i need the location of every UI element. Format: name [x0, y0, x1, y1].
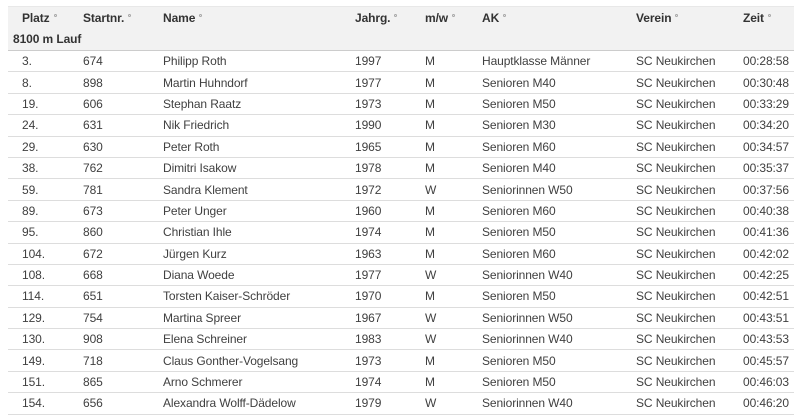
cell-zeit: 00:42:51	[734, 286, 794, 307]
cell-verein: SC Neukirchen	[632, 72, 734, 93]
cell-mw: M	[420, 243, 478, 264]
cell-mw: M	[420, 51, 478, 72]
cell-mw: M	[420, 350, 478, 371]
cell-mw: M	[420, 157, 478, 178]
cell-name: Martin Huhndorf	[160, 72, 352, 93]
table-row	[8, 115, 794, 136]
table-row	[8, 286, 794, 307]
table-row	[8, 200, 794, 221]
cell-jahrg: 1960	[352, 200, 420, 221]
cell-zeit: 00:34:20	[734, 115, 794, 136]
sort-icon	[128, 14, 131, 17]
table-row	[8, 264, 794, 285]
cell-name: Diana Woede	[160, 264, 352, 285]
cell-verein: SC Neukirchen	[632, 243, 734, 264]
cell-zeit: 00:41:36	[734, 222, 794, 243]
cell-mw: W	[420, 307, 478, 328]
cell-mw: M	[420, 200, 478, 221]
cell-name: Sandra Klement	[160, 179, 352, 200]
sort-icon	[675, 14, 678, 17]
cell-platz: 59.	[8, 179, 78, 200]
cell-platz: 129.	[8, 307, 78, 328]
cell-jahrg: 1978	[352, 157, 420, 178]
sort-icon	[394, 14, 397, 17]
column-header-label: Startnr.	[83, 10, 125, 25]
cell-ak: Hauptklasse Männer	[478, 51, 632, 72]
cell-verein: SC Neukirchen	[632, 371, 734, 392]
cell-name: Jürgen Kurz	[160, 243, 352, 264]
cell-platz: 95.	[8, 222, 78, 243]
sort-icon	[503, 14, 506, 17]
column-header-label: Jahrg.	[355, 10, 391, 25]
cell-mw: M	[420, 136, 478, 157]
column-header-row	[8, 7, 794, 29]
column-header-name[interactable]	[160, 7, 352, 29]
cell-name: Dimitri Isakow	[160, 157, 352, 178]
cell-jahrg: 1974	[352, 371, 420, 392]
column-header-mw[interactable]	[420, 7, 478, 29]
cell-platz: 104.	[8, 243, 78, 264]
cell-ak: Senioren M60	[478, 136, 632, 157]
cell-platz: 89.	[8, 200, 78, 221]
table-row	[8, 136, 794, 157]
cell-verein: SC Neukirchen	[632, 51, 734, 72]
cell-zeit: 00:43:53	[734, 329, 794, 350]
table-row	[8, 329, 794, 350]
cell-mw: W	[420, 329, 478, 350]
cell-jahrg: 1997	[352, 51, 420, 72]
cell-ak: Senioren M50	[478, 93, 632, 114]
cell-mw: M	[420, 222, 478, 243]
cell-ak: Seniorinnen W40	[478, 393, 632, 414]
column-header-label: AK	[482, 10, 500, 25]
cell-startnr: 606	[78, 93, 160, 114]
section-header-row	[8, 29, 794, 51]
cell-platz: 154.	[8, 393, 78, 414]
cell-verein: SC Neukirchen	[632, 222, 734, 243]
table-row	[8, 179, 794, 200]
cell-zeit: 00:42:02	[734, 243, 794, 264]
table-row	[8, 393, 794, 414]
cell-jahrg: 1970	[352, 286, 420, 307]
cell-mw: M	[420, 72, 478, 93]
cell-ak: Senioren M60	[478, 243, 632, 264]
cell-startnr: 668	[78, 264, 160, 285]
cell-startnr: 754	[78, 307, 160, 328]
section-header-label: 8100 m Lauf	[8, 29, 794, 51]
cell-startnr: 860	[78, 222, 160, 243]
cell-verein: SC Neukirchen	[632, 136, 734, 157]
cell-jahrg: 1973	[352, 93, 420, 114]
cell-zeit: 00:35:37	[734, 157, 794, 178]
sort-icon	[199, 14, 202, 17]
cell-jahrg: 1967	[352, 307, 420, 328]
cell-zeit: 00:28:58	[734, 51, 794, 72]
cell-mw: W	[420, 179, 478, 200]
cell-ak: Senioren M40	[478, 72, 632, 93]
cell-zeit: 00:42:25	[734, 264, 794, 285]
cell-ak: Senioren M50	[478, 350, 632, 371]
cell-platz: 24.	[8, 115, 78, 136]
cell-startnr: 651	[78, 286, 160, 307]
cell-verein: SC Neukirchen	[632, 264, 734, 285]
cell-name: Torsten Kaiser-Schröder	[160, 286, 352, 307]
cell-platz: 38.	[8, 157, 78, 178]
cell-zeit: 00:30:48	[734, 72, 794, 93]
cell-ak: Seniorinnen W50	[478, 307, 632, 328]
cell-verein: SC Neukirchen	[632, 179, 734, 200]
cell-verein: SC Neukirchen	[632, 93, 734, 114]
cell-ak: Seniorinnen W40	[478, 264, 632, 285]
table-row	[8, 350, 794, 371]
cell-jahrg: 1973	[352, 350, 420, 371]
cell-verein: SC Neukirchen	[632, 286, 734, 307]
cell-zeit: 00:33:29	[734, 93, 794, 114]
cell-startnr: 674	[78, 51, 160, 72]
table-row	[8, 243, 794, 264]
cell-startnr: 762	[78, 157, 160, 178]
cell-jahrg: 1983	[352, 329, 420, 350]
table-row	[8, 307, 794, 328]
cell-jahrg: 1974	[352, 222, 420, 243]
cell-startnr: 630	[78, 136, 160, 157]
cell-jahrg: 1977	[352, 264, 420, 285]
table-row	[8, 157, 794, 178]
cell-verein: SC Neukirchen	[632, 350, 734, 371]
cell-jahrg: 1990	[352, 115, 420, 136]
cell-name: Nik Friedrich	[160, 115, 352, 136]
cell-name: Arno Schmerer	[160, 371, 352, 392]
cell-verein: SC Neukirchen	[632, 157, 734, 178]
column-header-zeit[interactable]	[734, 7, 794, 29]
cell-zeit: 00:46:20	[734, 393, 794, 414]
cell-platz: 130.	[8, 329, 78, 350]
cell-ak: Senioren M50	[478, 222, 632, 243]
cell-ak: Senioren M30	[478, 115, 632, 136]
results-body	[8, 29, 794, 415]
cell-zeit: 00:45:57	[734, 350, 794, 371]
table-row	[8, 51, 794, 72]
cell-name: Peter Unger	[160, 200, 352, 221]
sort-icon	[768, 14, 771, 17]
cell-platz: 8.	[8, 72, 78, 93]
cell-jahrg: 1977	[352, 72, 420, 93]
cell-mw: W	[420, 393, 478, 414]
cell-name: Claus Gonther-Vogelsang	[160, 350, 352, 371]
table-row	[8, 222, 794, 243]
column-header-label: Zeit	[743, 10, 764, 25]
sort-icon	[54, 14, 57, 17]
cell-zeit: 00:37:56	[734, 179, 794, 200]
cell-ak: Senioren M60	[478, 200, 632, 221]
column-header-jahrg[interactable]	[352, 7, 420, 29]
cell-verein: SC Neukirchen	[632, 115, 734, 136]
cell-mw: W	[420, 264, 478, 285]
cell-ak: Senioren M50	[478, 371, 632, 392]
cell-startnr: 898	[78, 72, 160, 93]
cell-verein: SC Neukirchen	[632, 200, 734, 221]
column-header-label: Platz	[22, 10, 50, 25]
column-header-label: Verein	[636, 10, 672, 25]
column-header-label: m/w	[425, 10, 449, 25]
cell-zeit: 00:43:51	[734, 307, 794, 328]
column-header-ak[interactable]	[478, 7, 632, 29]
cell-jahrg: 1963	[352, 243, 420, 264]
cell-zeit: 00:34:57	[734, 136, 794, 157]
cell-platz: 149.	[8, 350, 78, 371]
cell-startnr: 672	[78, 243, 160, 264]
cell-startnr: 865	[78, 371, 160, 392]
cell-name: Alexandra Wolff-Dädelow	[160, 393, 352, 414]
cell-jahrg: 1979	[352, 393, 420, 414]
column-header-startnr[interactable]	[78, 7, 160, 29]
column-header-platz[interactable]	[8, 7, 78, 29]
cell-jahrg: 1965	[352, 136, 420, 157]
cell-ak: Seniorinnen W50	[478, 179, 632, 200]
cell-zeit: 00:40:38	[734, 200, 794, 221]
cell-name: Stephan Raatz	[160, 93, 352, 114]
cell-startnr: 656	[78, 393, 160, 414]
cell-ak: Senioren M50	[478, 286, 632, 307]
cell-platz: 3.	[8, 51, 78, 72]
cell-startnr: 718	[78, 350, 160, 371]
table-row	[8, 72, 794, 93]
cell-startnr: 631	[78, 115, 160, 136]
results-table	[8, 6, 794, 415]
cell-platz: 151.	[8, 371, 78, 392]
cell-verein: SC Neukirchen	[632, 393, 734, 414]
cell-ak: Senioren M40	[478, 157, 632, 178]
cell-startnr: 781	[78, 179, 160, 200]
cell-name: Philipp Roth	[160, 51, 352, 72]
cell-platz: 108.	[8, 264, 78, 285]
cell-mw: M	[420, 371, 478, 392]
cell-platz: 114.	[8, 286, 78, 307]
cell-mw: M	[420, 286, 478, 307]
cell-platz: 29.	[8, 136, 78, 157]
column-header-verein[interactable]	[632, 7, 734, 29]
column-header-label: Name	[163, 10, 196, 25]
cell-name: Martina Spreer	[160, 307, 352, 328]
sort-icon	[452, 14, 455, 17]
cell-name: Peter Roth	[160, 136, 352, 157]
cell-ak: Seniorinnen W40	[478, 329, 632, 350]
table-row	[8, 371, 794, 392]
cell-mw: M	[420, 93, 478, 114]
cell-jahrg: 1972	[352, 179, 420, 200]
cell-verein: SC Neukirchen	[632, 329, 734, 350]
cell-mw: M	[420, 115, 478, 136]
cell-startnr: 908	[78, 329, 160, 350]
cell-platz: 19.	[8, 93, 78, 114]
cell-startnr: 673	[78, 200, 160, 221]
cell-verein: SC Neukirchen	[632, 307, 734, 328]
table-row	[8, 93, 794, 114]
cell-zeit: 00:46:03	[734, 371, 794, 392]
cell-name: Christian Ihle	[160, 222, 352, 243]
cell-name: Elena Schreiner	[160, 329, 352, 350]
